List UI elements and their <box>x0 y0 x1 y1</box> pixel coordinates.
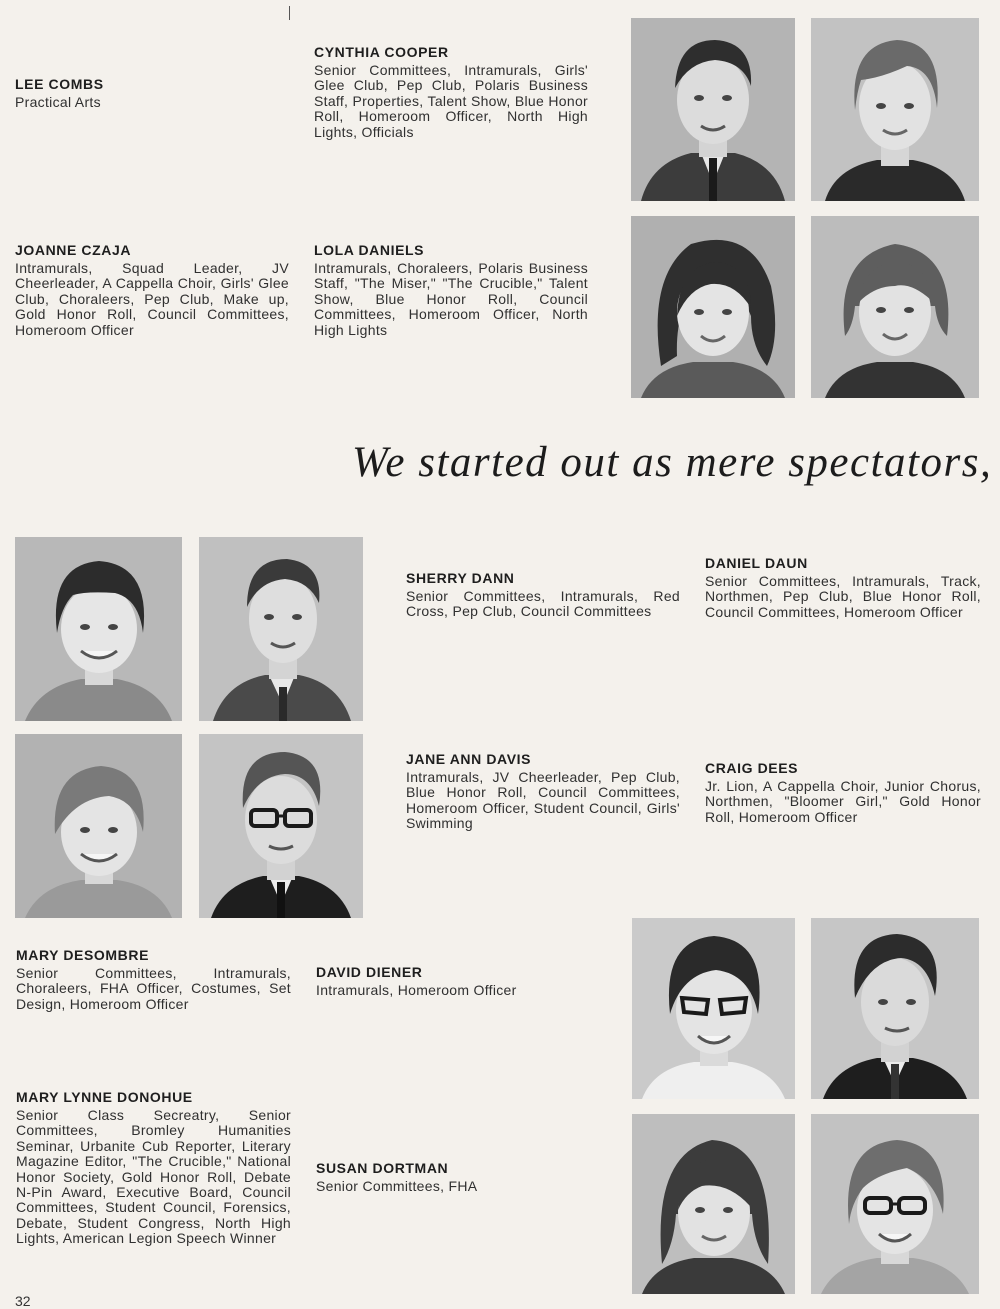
page-number: 32 <box>15 1293 31 1309</box>
senior-activities: Senior Committees, Intramurals, Girls' Glee Club, Pep Club, Polaris Business Staff, Properties, Talent Show, Blue Honor Roll, Homeroom Officer, North High Lights, Officials <box>314 62 588 140</box>
senior-entry-susan-dortman <box>316 1160 590 1194</box>
senior-entry-david-diener <box>316 964 590 998</box>
senior-entry-sherry-dann <box>406 570 680 620</box>
portrait-photo <box>811 1114 979 1294</box>
senior-activities: Senior Committees, Intramurals, Choraleers, FHA Officer, Costumes, Set Design, Homeroom Officer <box>16 965 291 1012</box>
portrait-female-glasses <box>811 1114 979 1294</box>
senior-activities: Senior Committees, Intramurals, Red Cross, Pep Club, Council Committees <box>406 588 680 620</box>
senior-entry-mary-desombre <box>16 947 291 1012</box>
senior-name: SUSAN DORTMAN <box>316 1160 449 1176</box>
margin-tick-mark <box>289 6 290 20</box>
senior-entry-mary-lynne-donohue <box>16 1089 291 1247</box>
senior-entry-lee-combs <box>15 76 285 110</box>
senior-name: JANE ANN DAVIS <box>406 751 532 767</box>
portrait-photo <box>632 918 795 1099</box>
senior-activities: Intramurals, JV Cheerleader, Pep Club, Blue Honor Roll, Council Committees, Homeroom Officer, Student Council, Girls' Swimming <box>406 769 680 832</box>
portrait-female <box>15 537 182 721</box>
senior-name: JOANNE CZAJA <box>15 242 132 258</box>
senior-entry-cynthia-cooper <box>314 44 588 140</box>
portrait-female <box>811 216 979 398</box>
senior-name: LOLA DANIELS <box>314 242 425 258</box>
portrait-photo <box>631 18 795 201</box>
senior-name: MARY DESOMBRE <box>16 947 150 963</box>
portrait-male <box>811 918 979 1099</box>
portrait-photo <box>15 537 182 721</box>
senior-entry-craig-dees <box>705 760 981 825</box>
senior-name: CYNTHIA COOPER <box>314 44 449 60</box>
senior-name: CRAIG DEES <box>705 760 799 776</box>
senior-activities: Intramurals, Squad Leader, JV Cheerleader, A Cappella Choir, Girls' Glee Club, Choraleers, Pep Club, Make up, Gold Honor Roll, Council Committees, Homeroom Officer <box>15 260 289 338</box>
page-tagline: We started out as mere spectators, <box>352 439 993 486</box>
senior-activities: Practical Arts <box>15 94 101 110</box>
senior-name: MARY LYNNE DONOHUE <box>16 1089 193 1105</box>
portrait-photo <box>199 734 363 918</box>
portrait-female <box>811 18 979 201</box>
portrait-photo <box>631 216 795 398</box>
senior-activities: Senior Class Secreatry, Senior Committees, Bromley Humanities Seminar, Urbanite Cub Reporter, Literary Magazine Editor, "The Crucible," National Honor Society, Gold Honor Roll, Debate N-Pin Award, Executive Board, Council Committees, Student Council, Forensics, Debate, Student Congress, North High Lights, American Legion Speech Winner <box>16 1107 291 1247</box>
senior-name: SHERRY DANN <box>406 570 515 586</box>
senior-name: DAVID DIENER <box>316 964 423 980</box>
portrait-female <box>15 734 182 918</box>
portrait-male-glasses <box>199 734 363 918</box>
senior-entry-lola-daniels <box>314 242 588 338</box>
portrait-male <box>631 18 795 201</box>
portrait-photo <box>811 18 979 201</box>
portrait-female-glasses <box>632 918 795 1099</box>
senior-entry-jane-ann-davis <box>406 751 680 832</box>
senior-activities: Intramurals, Choraleers, Polaris Business Staff, "The Miser," "The Crucible," Talent Show, Blue Honor Roll, Council Committees, Homeroom Officer, North High Lights <box>314 260 588 338</box>
senior-activities: Senior Committees, Intramurals, Track, Northmen, Pep Club, Blue Honor Roll, Council Committees, Homeroom Officer <box>705 573 981 620</box>
portrait-male <box>199 537 363 721</box>
senior-entry-daniel-daun <box>705 555 981 620</box>
portrait-female <box>631 216 795 398</box>
portrait-photo <box>811 918 979 1099</box>
portrait-photo <box>632 1114 795 1294</box>
senior-activities: Senior Committees, FHA <box>316 1178 478 1194</box>
portrait-female <box>632 1114 795 1294</box>
senior-activities: Intramurals, Homeroom Officer <box>316 982 517 998</box>
portrait-photo <box>199 537 363 721</box>
senior-name: LEE COMBS <box>15 76 104 92</box>
senior-activities: Jr. Lion, A Cappella Choir, Junior Chorus, Northmen, "Bloomer Girl," Gold Honor Roll, Homeroom Officer <box>705 778 981 825</box>
senior-name: DANIEL DAUN <box>705 555 808 571</box>
portrait-photo <box>15 734 182 918</box>
senior-entry-joanne-czaja <box>15 242 289 338</box>
portrait-photo <box>811 216 979 398</box>
